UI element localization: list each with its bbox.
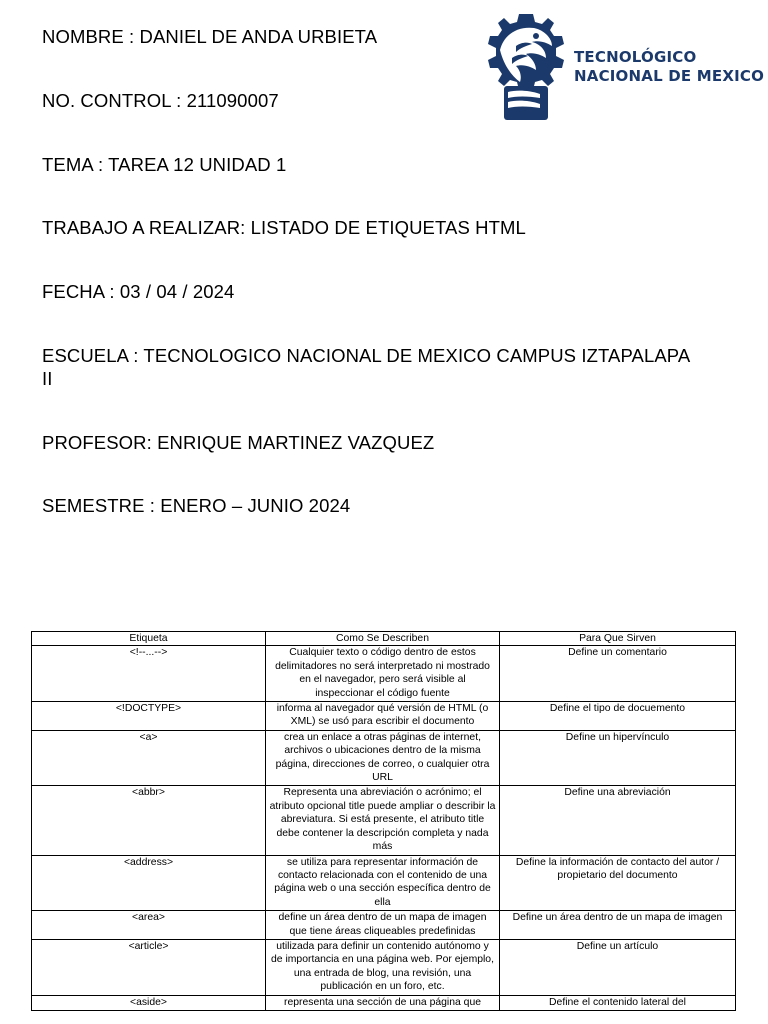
header-descripcion: Como Se Describen: [266, 632, 500, 646]
table-row: [32, 646, 736, 702]
table-header-row: [32, 632, 736, 646]
table-row: [32, 911, 736, 940]
table-row: [32, 786, 736, 855]
cell-tag: <!DOCTYPE>: [32, 702, 266, 731]
cell-description: se utiliza para representar información de contacto relacionada con el contenido de una página web o una sección específica dentro de ella: [266, 855, 500, 911]
cell-use: Define el contenido lateral del: [500, 995, 736, 1010]
cell-description: Representa una abreviación o acrónimo; el atributo opcional title puede ampliar o describir la abreviatura. Si está presente, el atributo title debe contener la descripción completa y nada más: [266, 786, 500, 855]
cell-tag: <address>: [32, 855, 266, 911]
cell-tag: <aside>: [32, 995, 266, 1010]
header-uso: Para Que Sirven: [500, 632, 736, 646]
table-row: [32, 702, 736, 731]
cell-description: informa al navegador qué versión de HTML (o XML) se usó para escribir el documento: [266, 702, 500, 731]
cell-description: crea un enlace a otras páginas de internet, archivos o ubicaciones dentro de la misma página, direcciones de correo, o cualquier otra URL: [266, 730, 500, 786]
cell-tag: <a>: [32, 730, 266, 786]
cell-use: Define una abreviación: [500, 786, 736, 855]
school-line-2: II: [42, 368, 53, 389]
cell-tag: <area>: [32, 911, 266, 940]
date: FECHA : 03 / 04 / 2024: [42, 281, 235, 302]
cell-use: Define el tipo de docuemento: [500, 702, 736, 731]
cell-tag: <!--...-->: [32, 646, 266, 702]
logo-text-line-1: TECNOLÓGICO: [574, 48, 697, 66]
cell-use: Define un área dentro de un mapa de imagen: [500, 911, 736, 940]
control-number: NO. CONTROL : 211090007: [42, 90, 279, 111]
professor: PROFESOR: ENRIQUE MARTINEZ VAZQUEZ: [42, 432, 435, 453]
table-row: [32, 855, 736, 911]
cell-description: utilizada para definir un contenido autónomo y de importancia en una página web. Por ejemplo, una entrada de blog, una revisión, una publicación en un foro, etc.: [266, 939, 500, 995]
cell-use: Define un artículo: [500, 939, 736, 995]
tecnm-logo: [486, 10, 765, 126]
assignment: TRABAJO A REALIZAR: LISTADO DE ETIQUETAS HTML: [42, 217, 526, 238]
cell-tag: <abbr>: [32, 786, 266, 855]
topic: TEMA : TAREA 12 UNIDAD 1: [42, 154, 287, 175]
cell-use: Define un hipervínculo: [500, 730, 736, 786]
html-tags-table: [31, 631, 736, 1011]
cell-description: Cualquier texto o código dentro de estos delimitadores no será interpretado ni mostrado en el navegador, pero será visible al inspeccionar el código fuente: [266, 646, 500, 702]
cell-use: Define la información de contacto del autor / propietario del documento: [500, 855, 736, 911]
table-row: [32, 995, 736, 1010]
table-row: [32, 939, 736, 995]
cell-description: representa una sección de una página que: [266, 995, 500, 1010]
logo-text-line-2: NACIONAL DE MEXICO: [574, 67, 765, 85]
header-etiqueta: Etiqueta: [32, 632, 266, 646]
school-line-1: ESCUELA : TECNOLOGICO NACIONAL DE MEXICO CAMPUS IZTAPALAPA: [42, 345, 691, 366]
student-name: NOMBRE : DANIEL DE ANDA URBIETA: [42, 26, 378, 47]
cell-description: define un área dentro de un mapa de imagen que tiene áreas cliqueables predefinidas: [266, 911, 500, 940]
semester: SEMESTRE : ENERO – JUNIO 2024: [42, 495, 351, 516]
eagle-emblem-icon: [486, 10, 566, 122]
cell-use: Define un comentario: [500, 646, 736, 702]
table-row: [32, 730, 736, 786]
cell-tag: <article>: [32, 939, 266, 995]
school: [42, 344, 742, 390]
